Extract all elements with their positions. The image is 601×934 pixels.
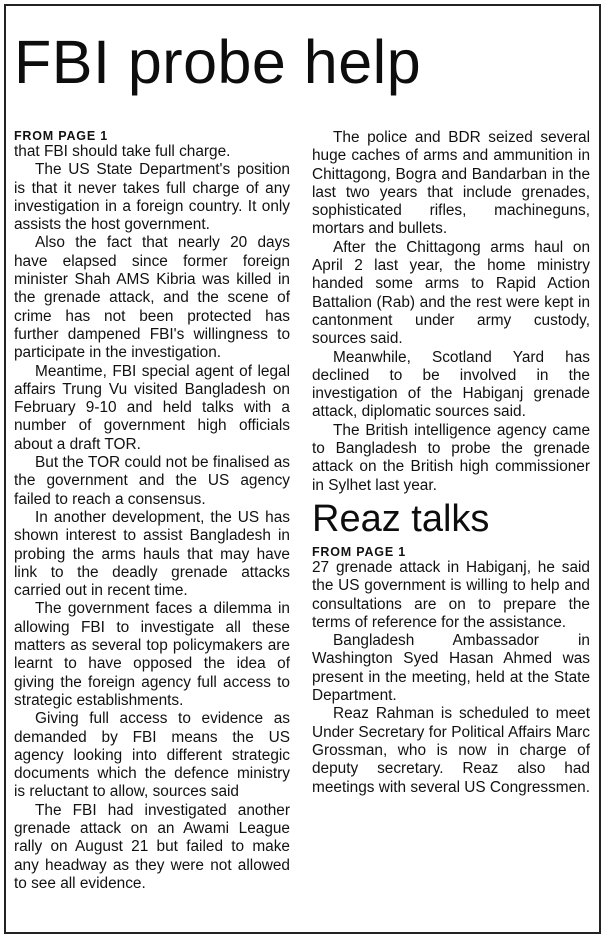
- left-border: [4, 4, 6, 934]
- article1-paragraph: The British intelligence agency came to Bangladesh to probe the grenade attack on the British high commissioner in Sylhet last year.: [312, 421, 590, 494]
- top-border: [4, 4, 601, 6]
- article1-paragraph: The government faces a dilemma in allowing FBI to investigate all these matters as several top policymakers are learnt to have opposed the idea of giving the foreign agency full access to strategic establishments.: [14, 600, 290, 709]
- column-right: [312, 129, 590, 797]
- article1-paragraph: The US State Department's position is that it never takes full charge of any investigation in a foreign country. It only assists the host government.: [14, 161, 290, 234]
- article1-paragraph: But the TOR could not be finalised as the government and the US agency failed to reach a consensus.: [14, 454, 290, 508]
- headline: FBI probe help: [14, 28, 422, 96]
- article2-paragraph: Bangladesh Ambassador in Washington Syed Hasan Ahmed was present in the meeting, held at the State Department.: [312, 632, 590, 705]
- article1-paragraph: Giving full access to evidence as demanded by FBI means the US agency looking into different strategic documents which the defence ministry is reluctant to allow, sources said: [14, 710, 290, 801]
- article2-kicker: FROM PAGE 1: [312, 544, 406, 559]
- article1-paragraph: The police and BDR seized several huge caches of arms and ammunition in Chittagong, Bogra and Bandarban in the last two years that include grenades, sophisticated rifles, machineguns, mortars and bullets.: [312, 129, 590, 238]
- article2-paragraph: Reaz Rahman is scheduled to meet Under Secretary for Political Affairs Marc Grossman, who is now in charge of deputy secretary. Reaz also had meetings with several US Congressmen.: [312, 705, 591, 796]
- article1-paragraph: Meantime, FBI special agent of legal affairs Trung Vu visited Bangladesh on February 9-10 and held talks with a number of government high officials about a draft TOR.: [14, 362, 290, 453]
- article1-paragraph: Meanwhile, Scotland Yard has declined to be involved in the investigation of the Habiganj grenade attack, diplomatic sources said.: [312, 348, 590, 421]
- article1-paragraph: Also the fact that nearly 20 days have elapsed since former foreign minister Shah AMS Kibria was killed in the grenade attack, and the scene of crime has not been protected has further dampened FBI's willingness to participate in the investigation.: [14, 234, 290, 362]
- column-left: [14, 129, 290, 893]
- article1-paragraph: The FBI had investigated another grenade attack on an Awami League rally on August 21 but failed to make any headway as they were not allowed to see all evidence.: [14, 801, 290, 892]
- article1-paragraph: After the Chittagong arms haul on April 2 last year, the home ministry handed some arms to Rapid Action Battalion (Rab) and the rest were kept in cantonment under army custody, sources said.: [312, 238, 590, 348]
- article2-headline: Reaz talks: [312, 497, 490, 540]
- article1-paragraph: In another development, the US has shown interest to assist Bangladesh in probing the arms hauls that may have link to the deadly grenade attacks carried out in recent time.: [14, 508, 290, 600]
- article1-paragraph: that FBI should take full charge.: [14, 143, 231, 160]
- article1-kicker: FROM PAGE 1: [14, 129, 108, 143]
- article2-paragraph: 27 grenade attack in Habiganj, he said the US government is willing to help and consultations are on to prepare the terms of reference for the assistance.: [312, 558, 590, 631]
